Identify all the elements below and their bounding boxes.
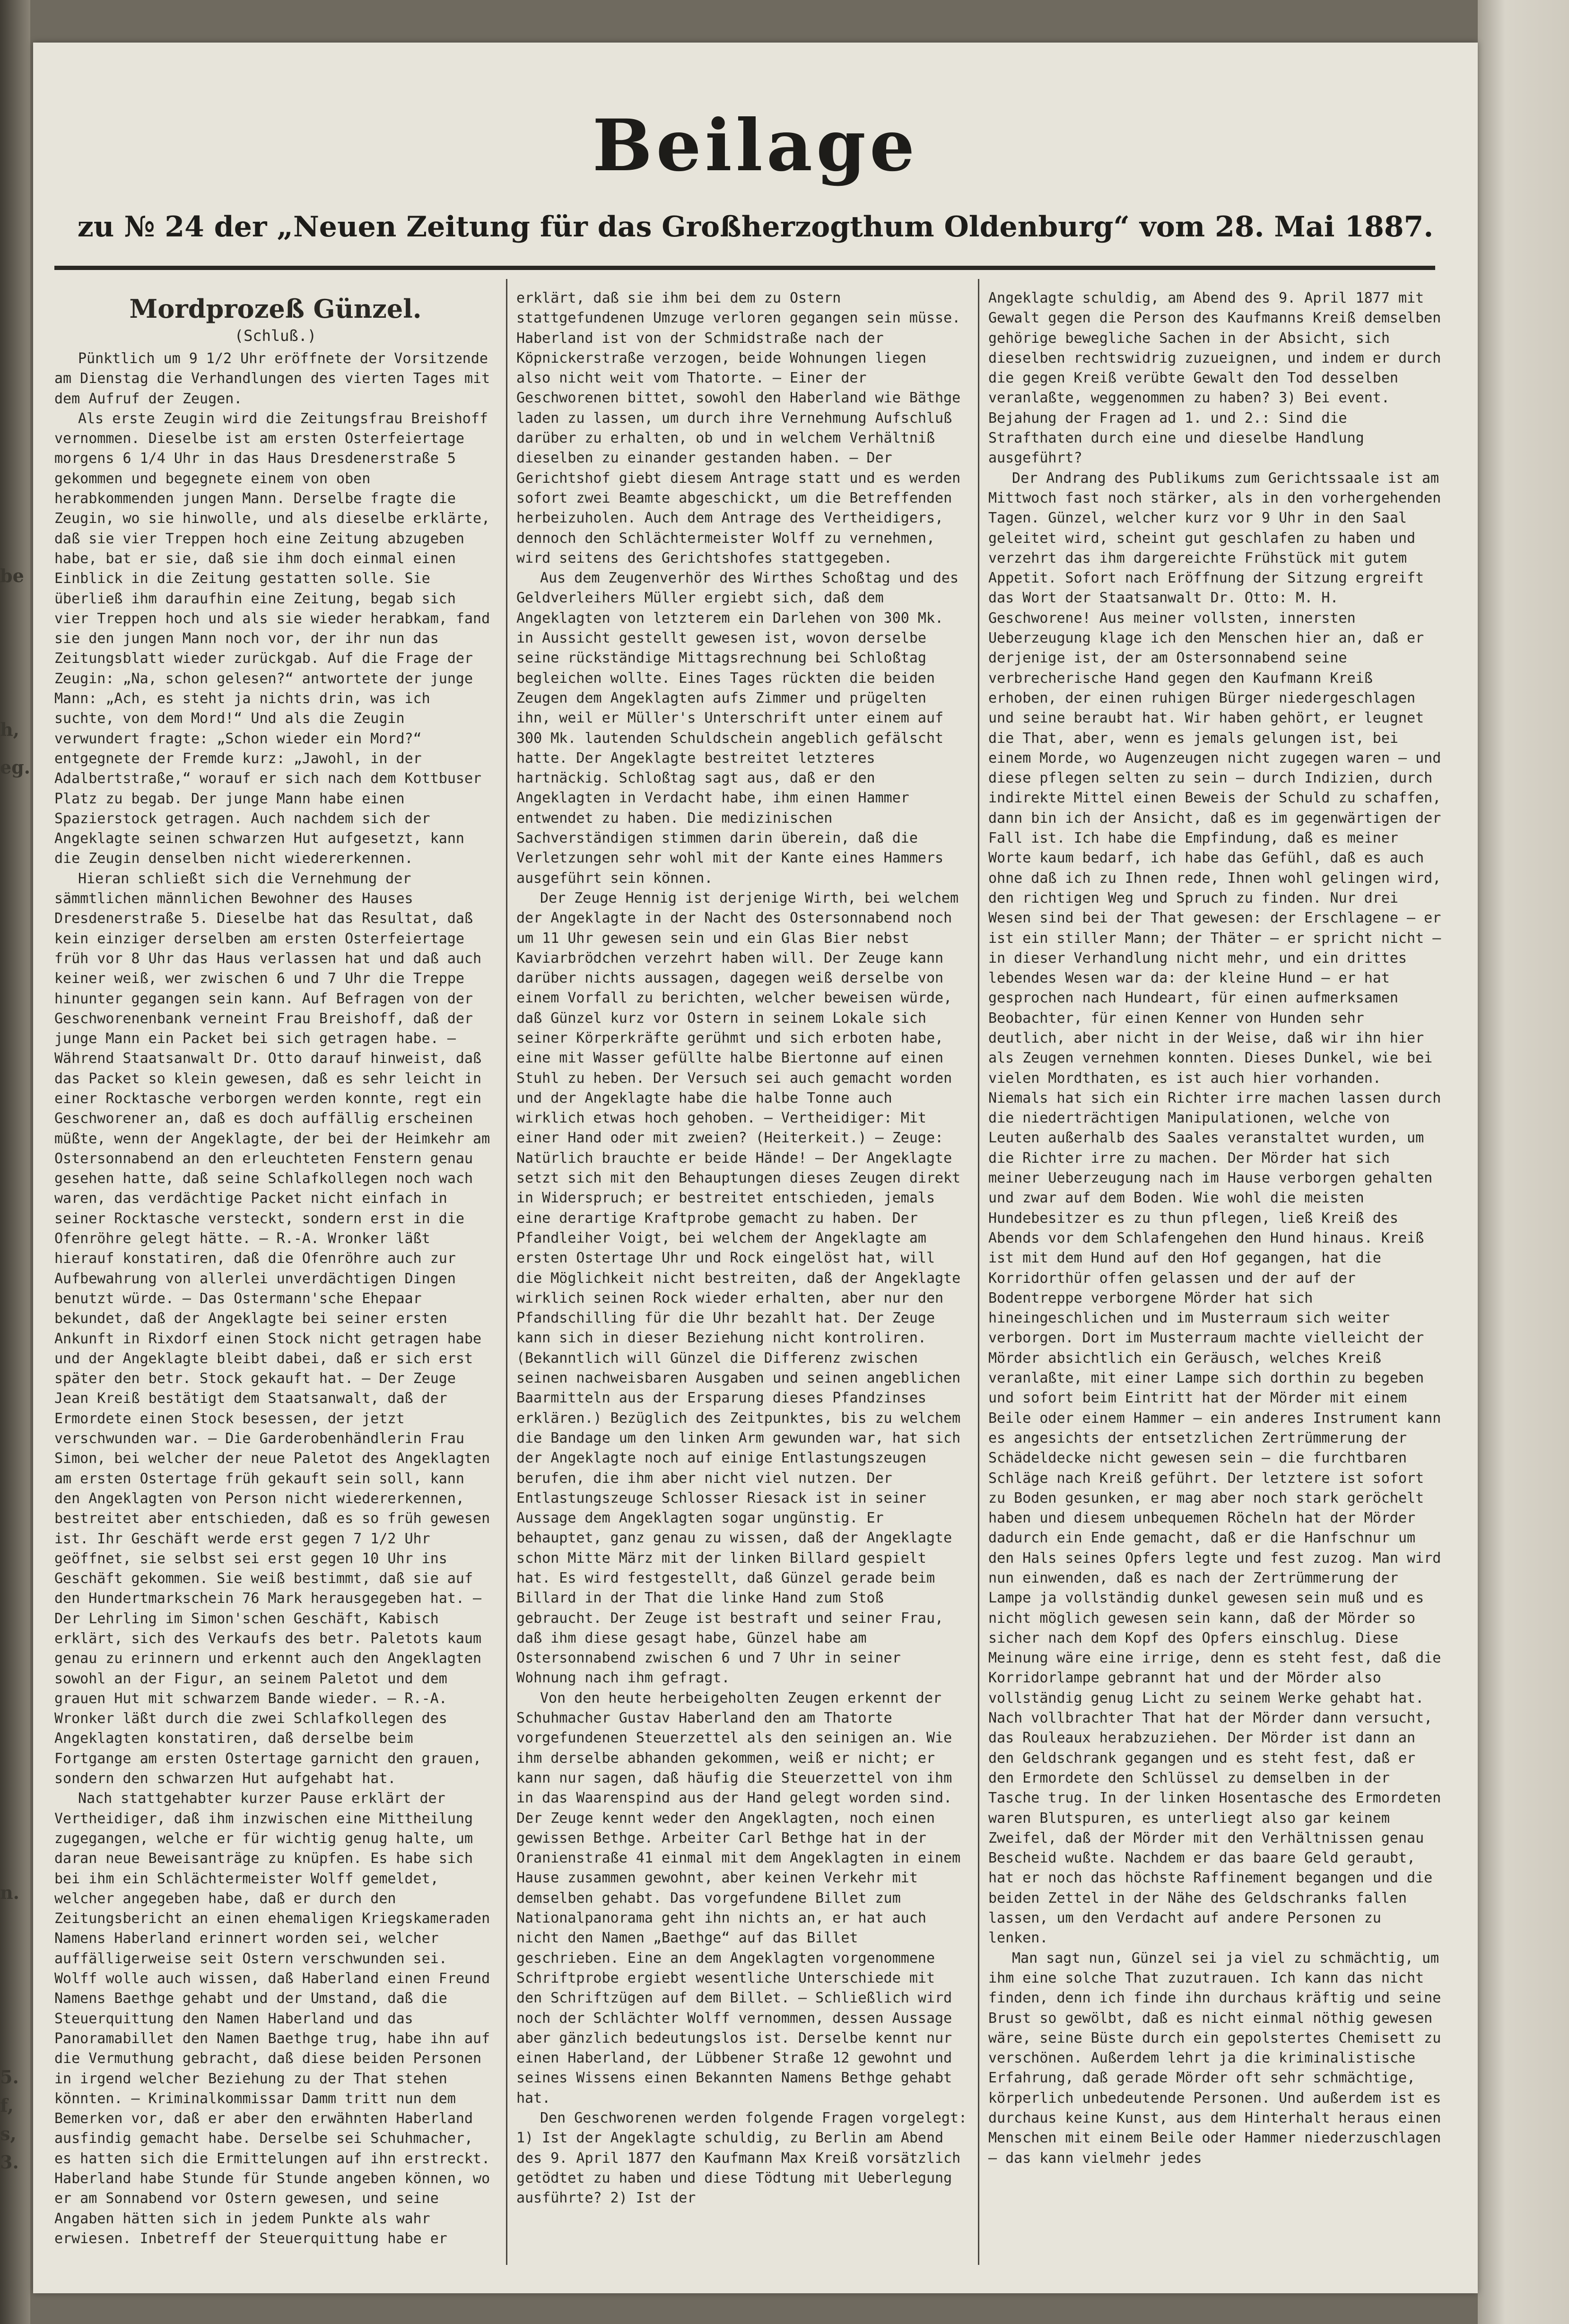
header-rule xyxy=(54,266,1435,270)
paragraph: erklärt, daß sie ihm bei dem zu Ostern stattgefundenen Umzuge verloren gegangen sein müsse. Haberland ist von der Schmidstraße nach der Köpnickerstraße verzogen, beide Wohnungen liegen also nicht weit vom Thatorte. — Einer der Geschworenen bittet, sowohl den Haberland wie Bäthge laden zu lassen, um durch ihre Vernehmung Aufschluß darüber zu erhalten, ob und in welchem Verhältniß dieselben zu einander gestanden haben. — Der Gerichtshof giebt diesem Antrage statt und es werden sofort zwei Beamte abgeschickt, um die Betreffenden herbeizuholen. Auch dem Antrage des Vertheidigers, dennoch den Schlächtermeister Wolff zu vernehmen, wird seitens des Gerichtshofes stattgegeben. xyxy=(516,290,969,566)
text-column-1 xyxy=(54,288,497,2274)
paragraph: Pünktlich um 9 1/2 Uhr eröffnete der Vorsitzende am Dienstag die Verhandlungen des vierten Tages mit dem Aufruf der Zeugen. xyxy=(54,350,499,407)
margin-fragment: 3. xyxy=(0,2151,19,2173)
paragraph: Als erste Zeugin wird die Zeitungsfrau Breishoff vernommen. Dieselbe ist am ersten Osterfeiertage morgens 6 1/4 Uhr in das Haus Dresdenerstraße 5 gekommen und begegnete einem von oben herabkommenden jungen Mann. Derselbe fragte die Zeugin, wo sie hinwolle, und als dieselbe erklärte, daß sie vier Treppen hoch eine Zeitung abzugeben habe, bat er sie, daß sie ihm doch einmal einen Einblick in die Zeitung gestatten solle. Sie überließ ihm daraufhin eine Zeitung, begab sich vier Treppen hoch und als sie wieder herabkam, fand sie den jungen Mann noch vor, der ihr nun das Zeitungsblatt wieder zurückgab. Auf die Frage der Zeugin: „Na, schon gelesen?“ antwortete der junge Mann: „Ach, es steht ja nichts drin, was ich suchte, von dem Mord!“ Und als die Zeugin verwundert fragte: „Schon wieder ein Mord?“ entgegnete der Fremde kurz: „Jawohl, in der Adalbertstraße,“ worauf er sich nach dem Kottbuser Platz zu begab. Der junge Mann habe einen Spazierstock getragen. Auch nachdem sich der Angeklagte seinen schwarzen Hut aufgesetzt, kann die Zeugin denselben nicht wiedererkennen. xyxy=(54,410,499,867)
text-column-3 xyxy=(988,288,1450,2274)
article-subtitle: (Schluß.) xyxy=(234,327,317,345)
paragraph: Man sagt nun, Günzel sei ja viel zu schmächtig, um ihm eine solche That zuzutrauen. Ich kann das nicht finden, denn ich finde ihn durchaus kräftig und seine Brust so gewölbt, daß es nicht einmal nöthig gewesen wäre, seine Büste durch ein gepolstertes Chemisett zu verschönen. Außerdem lehrt ja die kriminalistische Erfahrung, daß gerade Mörder oft sehr schmächtige, körperlich unbedeutende Personen. Und außerdem ist es durchaus keine Kunst, aus dem Hinterhalt heraus einen Menschen mit einem Beile oder Hammer niederzuschlagen — das kann vielmehr jedes xyxy=(988,1950,1450,2167)
paragraph: Angeklagte schuldig, am Abend des 9. April 1877 mit Gewalt gegen die Person des Kaufmanns Kreiß demselben gehörige bewegliche Sachen in der Absicht, sich dieselben rechtswidrig zuzueignen, und indem er durch die gegen Kreiß verübte Gewalt den Tod desselben veranlaßte, weggenommen zu haben? 3) Bei event. Bejahung der Fragen ad 1. und 2.: Sind die Strafthaten durch eine und dieselbe Handlung ausgeführt? xyxy=(988,290,1450,467)
margin-fragment: n. xyxy=(0,1882,19,1903)
paragraph: Nach stattgehabter kurzer Pause erklärt der Vertheidiger, daß ihm inzwischen eine Mittheilung zugegangen, welche er für wichtig genug halte, um daran neue Beweisanträge zu knüpfen. Es habe sich bei ihm ein Schlächtermeister Wolff gemeldet, welcher angegeben habe, daß er durch den Zeitungsbericht an einen ehemaligen Kriegskameraden Namens Haberland erinnert worden sei, welcher auffälligerweise seit Ostern verschwunden sei. Wolff wolle auch wissen, daß Haberland einen Freund Namens Baethge gehabt und der Umstand, daß die Steuerquittung den Namen Haberland und das Panoramabillet den Namen Baethge trug, habe ihn auf die Vermuthung gebracht, daß diese beiden Personen in irgend welcher Beziehung zu der That stehen könnten. — Kriminalkommissar Damm tritt nun dem Bemerken vor, daß er aber den erwähnten Haberland ausfindig gemacht habe. Derselbe sei Schuhmacher, es hatten sich die Ermittelungen auf ihn erstreckt. Haberland habe Stunde für Stunde angeben können, wo er am Sonnabend vor Ostern gewesen, und seine Angaben hätten sich in jedem Punkte als wahr erwiesen. Inbetreff der Steuerquittung habe er xyxy=(54,1790,499,2247)
column-divider xyxy=(506,279,507,2265)
scan-left-edge xyxy=(0,0,30,2324)
margin-fragment: be xyxy=(0,565,24,586)
article-title: Mordprozeß Günzel. xyxy=(129,294,422,324)
margin-fragment: eg. xyxy=(0,757,30,778)
margin-fragment: h, xyxy=(0,719,19,740)
text-column-2 xyxy=(516,288,976,2274)
page-title: Beilage xyxy=(592,104,919,187)
paragraph: Von den heute herbeigeholten Zeugen erkennt der Schuhmacher Gustav Haberland den am Thatorte vorgefundenen Steuerzettel als den seinigen an. Wie ihm derselbe abhanden gekommen, weiß er nicht; er kann nur sagen, daß häufig die Steuerzettel von ihm in das Waarenspind aus der Hand gelegt worden sind. Der Zeuge kennt weder den Angeklagten, noch einen gewissen Bethge. Arbeiter Carl Bethge hat in der Oranienstraße 41 einmal mit dem Angeklagten in einem Hause zusammen gewohnt, aber keinen Verkehr mit demselben gehabt. Das vorgefundene Billet zum Nationalpanorama geht ihn nichts an, er hat auch nicht den Namen „Baethge“ auf das Billet geschrieben. Eine an dem Angeklagten vorgenommene Schriftprobe ergiebt wesentliche Unterschiede mit den Schriftzügen auf dem Billet. — Schließlich wird noch der Schlächter Wolff vernommen, dessen Aussage aber gänzlich bedeutungslos ist. Derselbe kennt nur einen Haberland, der Lübbener Straße 12 gewohnt und seines Wissens einen Bekannten Namens Bethge gehabt hat. xyxy=(516,1689,969,2106)
margin-fragment: s, xyxy=(0,2123,17,2144)
paragraph: Hieran schließt sich die Vernehmung der sämmtlichen männlichen Bewohner des Hauses Dresdenerstraße 5. Dieselbe hat das Resultat, daß kein einziger derselben am ersten Osterfeiertage früh vor 8 Uhr das Haus verlassen hat und daß auch keiner weiß, wer zwischen 6 und 7 Uhr die Treppe hinunter gegangen sein kann. Auf Befragen von der Geschworenenbank verneint Frau Breishoff, daß der junge Mann ein Packet bei sich getragen habe. — Während Staatsanwalt Dr. Otto darauf hinweist, daß das Packet so klein gewesen, daß es sehr leicht in einer Rocktasche verborgen werden konnte, regt ein Geschworener an, daß es doch auffällig erscheinen müßte, wenn der Angeklagte, der bei der Heimkehr am Ostersonnabend an den erleuchteten Fenstern genau gesehen hatte, daß seine Schlafkollegen noch wach waren, das verdächtige Packet nicht einfach in seiner Rocktasche versteckt, sondern erst in die Ofenröhre gelegt hätte. — R.-A. Wronker läßt hierauf konstatiren, daß die Ofenröhre auch zur Aufbewahrung von allerlei unverdächtigen Dingen benutzt würde. — Das Ostermann'sche Ehepaar bekundet, daß der Angeklagte bei seiner ersten Ankunft in Rixdorf einen Stock nicht getragen habe und der Angeklagte bleibt dabei, daß er sich erst später den betr. Stock gekauft hat. — Der Zeuge Jean Kreiß bestätigt dem Staatsanwalt, daß der Ermordete einen Stock besessen, der jetzt verschwunden war. — Die Garderobenhändlerin Frau Simon, bei welcher der neue Paletot des Angeklagten am ersten Ostertage früh gekauft sein soll, kann den Angeklagten von Person nicht wiedererkennen, bestreitet aber entschieden, daß es so früh gewesen ist. Ihr Geschäft werde erst gegen 7 1/2 Uhr geöffnet, sie selbst sei erst gegen 10 Uhr ins Geschäft gekommen. Sie weiß bestimmt, daß sie auf den Hundertmarkschein 76 Mark herausgegeben hat. — Der Lehrling im Simon'schen Geschäft, Kabisch erklärt, sich des Verkaufs des betr. Paletots kaum genau zu erinnern und erkennt auch den Angeklagten sowohl an der Figur, an seinem Paletot und dem grauen Hut mit schwarzem Bande wieder. — R.-A. Wronker läßt durch die zwei Schlafkollegen des Angeklagten konstatiren, daß derselbe beim Fortgange am ersten Ostertage garnicht den grauen, sondern den schwarzen Hut aufgehabt hat. xyxy=(54,870,499,1787)
paragraph: Der Andrang des Publikums zum Gerichtssaale ist am Mittwoch fast noch stärker, als in den vorhergehenden Tagen. Günzel, welcher kurz vor 9 Uhr in den Saal geleitet wird, scheint gut geschlafen zu haben und verzehrt das ihm dargereichte Frühstück mit gutem Appetit. Sofort nach Eröffnung der Sitzung ergreift das Wort der Staatsanwalt Dr. Otto: M. H. Geschworene! Aus meiner vollsten, innersten Ueberzeugung klage ich den Menschen hier an, daß er derjenige ist, der am Ostersonnabend seine verbrecherische Hand gegen den Kaufmann Kreiß erhoben, der einen ruhigen Bürger niedergeschlagen und seine beraubt hat. Wir haben gehört, er leugnet die That, aber, wenn es jemals gelungen ist, bei einem Morde, wo Augenzeugen nicht zugegen waren — und diese pflegen selten zu sein — durch Indizien, durch indirekte Mittel einen Beweis der Schuld zu schaffen, dann bin ich der Ansicht, daß es im gegenwärtigen der Fall ist. Ich habe die Empfindung, daß es meiner Worte kaum bedarf, ich habe das Gefühl, daß es auch ohne daß ich zu Ihnen rede, Ihnen wohl gelingen wird, den richtigen Weg und Spruch zu finden. Nur drei Wesen sind bei der That gewesen: der Erschlagene — er ist ein stiller Mann; der Thäter — er spricht nicht — in dieser Verhandlung nicht mehr, und ein drittes lebendes Wesen war da: der kleine Hund — er hat gesprochen nach Hundeart, für einen aufmerksamen Beobachter, für einen Kenner von Hunden sehr deutlich, aber nicht in der Weise, daß wir ihn hier als Zeugen vernehmen konnten. Dieses Dunkel, wie bei vielen Mordthaten, es ist auch hier vorhanden. Niemals hat sich ein Richter irre machen lassen durch die niederträchtigen Manipulationen, welche von Leuten außerhalb des Saales veranstaltet wurden, um die Richter irre zu machen. Der Mörder hat sich meiner Ueberzeugung nach im Hause verborgen gehalten und zwar auf dem Boden. Wie wohl die meisten Hundebesitzer es zu thun pflegen, ließ Kreiß des Abends vor dem Schlafengehen den Hund hinaus. Kreiß ist mit dem Hund auf den Hof gegangen, hat die Korridorthür offen gelassen und der auf der Bodentreppe verborgene Mörder hat sich hineingeschlichen und im Musterraum sich weiter verborgen. Dort im Musterraum machte vielleicht der Mörder absichtlich ein Geräusch, welches Kreiß veranlaßte, mit einer Lampe sich dorthin zu begeben und sofort beim Eintritt hat der Mörder mit einem Beile oder einem Hammer — ein anderes Instrument kann es angesichts der entsetzlichen Zertrümmerung der Schädeldecke nicht gewesen sein — die furchtbaren Schläge nach Kreiß geführt. Der letztere ist sofort zu Boden gesunken, er mag aber noch stark geröchelt haben und diesem unbequemen Röcheln hat der Mörder dadurch ein Ende gemacht, daß er die Hanfschnur um den Hals seines Opfers legte und fest zuzog. Man wird nun einwenden, daß es nach der Zertrümmerung der Lampe ja vollständig dunkel gewesen sein muß und es nicht möglich gewesen sein kann, daß der Mörder so sicher nach dem Kopf des Opfers einschlug. Diese Meinung wäre eine irrige, denn es steht fest, daß die Korridorlampe gebrannt hat und der Mörder also vollständig genug Licht zu seinem Werke gehabt hat. Nach vollbrachter That hat der Mörder dann versucht, das Rouleaux herabzuziehen. Der Mörder ist dann an den Geldschrank gegangen und es steht fest, daß er den Ermordete den Schlüssel zu demselben in der Tasche trug. In der linken Hosentasche des Ermordeten waren Blutspuren, es unterliegt also gar keinem Zweifel, daß der Mörder mit den Verhältnissen genau Bescheid wußte. Nachdem er das baare Geld geraubt, hat er noch das höchste Raffinement begangen und die beiden Zettel in der Nähe des Geldschranks fallen lassen, um den Verdacht auf andere Personen zu lenken. xyxy=(988,470,1450,1947)
scan-right-edge xyxy=(1478,0,1569,2324)
paragraph: Den Geschworenen werden folgende Fragen vorgelegt: 1) Ist der Angeklagte schuldig, zu Berlin am Abend des 9. April 1877 den Kaufmann Max Kreiß vorsätzlich getödtet zu haben und diese Tödtung mit Ueberlegung ausführte? 2) Ist der xyxy=(516,2110,976,2207)
margin-fragment: 5. xyxy=(0,2066,19,2088)
column-divider xyxy=(978,279,979,2265)
paragraph: Aus dem Zeugenverhör des Wirthes Schoßtag und des Geldverleihers Müller ergiebt sich, daß dem Angeklagten von letzterem ein Darlehen von 300 Mk. in Aussicht gestellt gewesen ist, wovon derselbe seine rückständige Mittagsrechnung bei Schloßtag begleichen wollte. Eines Tages rückten die beiden Zeugen dem Angeklagten aufs Zimmer und prügelten ihn, weil er Müller's Unterschrift unter einem auf 300 Mk. lautenden Schuldschein angeblich gefälscht hatte. Der Angeklagte bestreitet letzteres hartnäckig. Schloßtag sagt aus, daß er den Angeklagten in Verdacht habe, ihm einen Hammer entwendet zu haben. Die medizinischen Sachverständigen stimmen darin überein, daß die Verletzungen sehr wohl mit der Kante eines Hammers ausgeführt sein können. xyxy=(516,570,968,887)
page-subtitle: zu № 24 der „Neuen Zeitung für das Großherzogthum Oldenburg“ vom 28. Mai 1887. xyxy=(77,210,1434,244)
paragraph: Der Zeuge Hennig ist derjenige Wirth, bei welchem der Angeklagte in der Nacht des Ostersonnabend noch um 11 Uhr gewesen sein und ein Glas Bier nebst Kaviarbrödchen verzehrt haben will. Der Zeuge kann darüber nichts aussagen, dagegen weiß derselbe von einem Vorfall zu berichten, welcher beweisen würde, daß Günzel kurz vor Ostern in seinem Lokale sich seiner Körperkräfte gerühmt und sich erboten habe, eine mit Wasser gefüllte halbe Biertonne auf einen Stuhl zu heben. Der Versuch sei auch gemacht worden und der Angeklagte habe die halbe Tonne auch wirklich etwas hoch gehoben. — Vertheidiger: Mit einer Hand oder mit zweien? (Heiterkeit.) — Zeuge: Natürlich brauchte er beide Hände! — Der Angeklagte setzt sich mit den Behauptungen dieses Zeugen direkt in Widerspruch; er bestreitet entschieden, jemals eine derartige Kraftprobe gemacht zu haben. Der Pfandleiher Voigt, bei welchem der Angeklagte am ersten Ostertage Uhr und Rock eingelöst hat, will die Möglichkeit nicht bestreiten, daß der Angeklagte wirklich seinen Rock wieder erhalten, aber nur den Pfandschilling für die Uhr bezahlt hat. Der Zeuge kann sich in dieser Beziehung nicht kontroliren. (Bekanntlich will Günzel die Differenz zwischen seinen nachweisbaren Ausgaben und seinen angeblichen Baarmitteln aus der Ersparung dieses Pfandzinses erklären.) Bezüglich des Zeitpunktes, bis zu welchem die Bandage um den linken Arm gewunden war, hat sich der Angeklagte noch auf einige Entlastungszeugen berufen, die ihm aber nicht viel nutzen. Der Entlastungszeuge Schlosser Riesack ist in seiner Aussage dem Angeklagten sogar ungünstig. Er behauptet, ganz genau zu wissen, daß der Angeklagte schon Mitte März mit der linken Billard gespielt hat. Es wird festgestellt, daß Günzel gerade beim Billard in der That die linke Hand zum Stoß gebraucht. Der Zeuge ist bestraft und seiner Frau, daß ihm diese gesagt habe, Günzel habe am Ostersonnabend zwischen 6 und 7 Uhr in seiner Wohnung nach ihm gefragt. xyxy=(516,889,969,1687)
newspaper-page xyxy=(33,43,1478,2293)
margin-fragment: f, xyxy=(0,2095,14,2116)
